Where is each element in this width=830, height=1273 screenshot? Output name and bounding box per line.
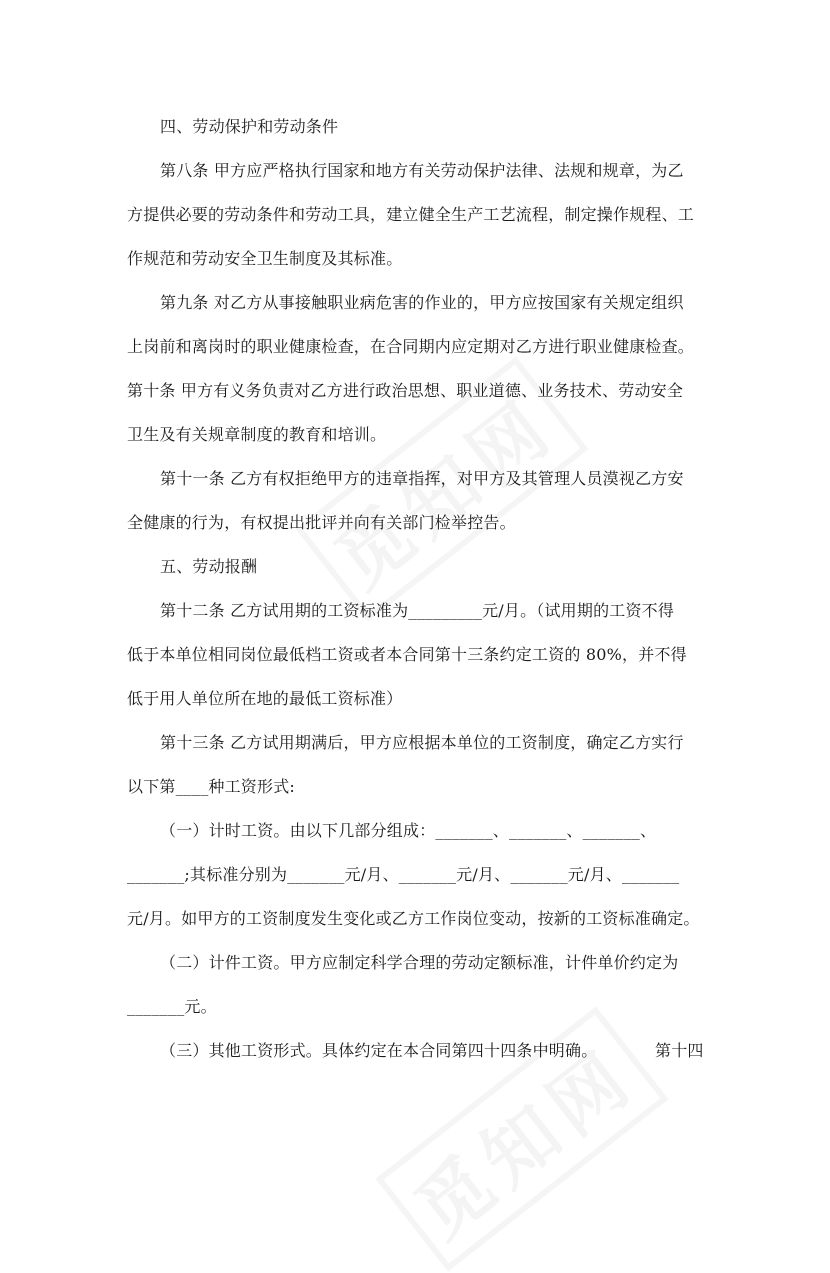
paragraph-line: 全健康的行为，有权提出批评并向有关部门检举控告。 (127, 513, 516, 532)
paragraph-line: 卫生及有关规章制度的教育和培训。 (127, 425, 387, 444)
paragraph-line: （三）其他工资形式。具体约定在本合同第四十四条中明确。 (160, 1041, 598, 1060)
paragraph-line: 第十条 甲方有义务负责对乙方进行政治思想、职业道德、业务技术、劳动安全 (127, 381, 684, 400)
paragraph-line: （一）计时工资。由以下几部分组成：_______、_______、_______、 (160, 821, 657, 840)
section-heading: 五、劳动报酬 (160, 557, 258, 576)
section-heading: 四、劳动保护和劳动条件 (160, 117, 339, 136)
paragraph-line: 第十三条 乙方试用期满后，甲方应根据本单位的工资制度，确定乙方实行 (160, 733, 684, 752)
paragraph-line: 低于本单位相同岗位最低档工资或者本合同第十三条约定工资的 80%，并不得 (127, 645, 687, 664)
paragraph-line: 低于用人单位所在地的最低工资标准） (127, 689, 403, 708)
paragraph-line: 以下第____种工资形式: (127, 777, 295, 796)
paragraph-line (160, 161, 707, 181)
paragraph-line: 作规范和劳动安全卫生制度及其标准。 (127, 249, 403, 268)
paragraph-line: _______元。 (127, 997, 217, 1016)
paragraph-line: 第九条 对乙方从事接触职业病危害的作业的，甲方应按国家有关规定组织 (160, 293, 684, 312)
paragraph-line: 元/月。如甲方的工资制度发生变化或乙方工作岗位变动，按新的工资标准确定。 (127, 909, 700, 928)
paragraph-line: 第十一条 乙方有权拒绝甲方的违章指挥，对甲方及其管理人员漠视乙方安 (160, 469, 684, 488)
paragraph-line: 上岗前和离岗时的职业健康检查，在合同期内应定期对乙方进行职业健康检查。 (127, 337, 695, 356)
line-text: 第八条 甲方应严格执行国家和地方有关劳动保护法律、法规和规章，为乙 (160, 161, 684, 180)
paragraph-line: 方提供必要的劳动条件和劳动工具，建立健全生产工艺流程，制定操作规程、工 (127, 205, 695, 224)
paragraph-line: （二）计件工资。甲方应制定科学合理的劳动定额标准，计件单价约定为 (160, 953, 679, 972)
paragraph-line: 第十二条 乙方试用期的工资标准为_________元/月。（试用期的工资不得 (160, 601, 675, 620)
paragraph-line: 第十四 (655, 1041, 704, 1060)
paragraph-line: _______;其标准分别为_______元/月、_______元/月、_______元/月、_______ (127, 865, 680, 884)
